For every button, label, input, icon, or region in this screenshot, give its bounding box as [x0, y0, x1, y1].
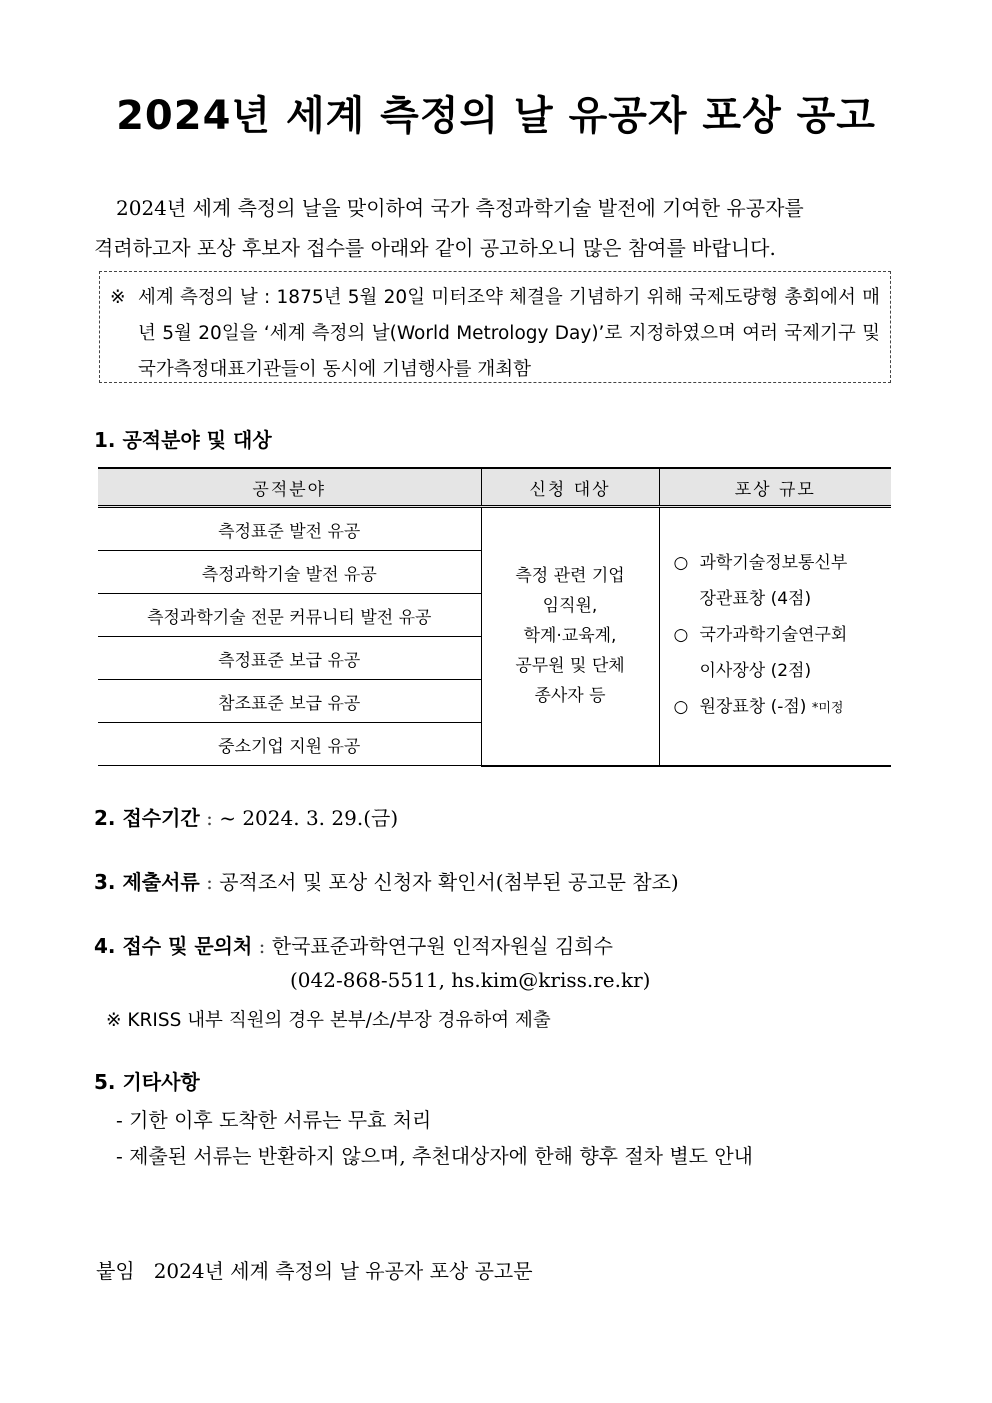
header-target: 신청 대상	[481, 468, 659, 507]
table-row: 측정표준 보급 유공	[98, 637, 481, 680]
header-field: 공적분야	[98, 468, 481, 507]
section-5-title: 5. 기타사항	[94, 1070, 200, 1094]
contact-info: (042-868-5511, hs.kim@kriss.re.kr)	[290, 968, 651, 992]
intro-line-2: 격려하고자 포상 후보자 접수를 아래와 같이 공고하오니 많은 참여를 바랍니다.	[94, 236, 776, 260]
section-4: 4. 접수 및 문의처 : 한국표준과학연구원 인적자원실 김희수	[94, 934, 613, 958]
header-scale: 포상 규모	[659, 468, 891, 507]
section-3: 3. 제출서류 : 공적조서 및 포상 신청자 확인서(첨부된 공고문 참조)	[94, 870, 679, 894]
scale-cell: ○ 과학기술정보통신부 장관표창 (4점) ○ 국가과학기술연구회 이사장상 (2점) ○ 원장표창 (-점) *미정	[659, 507, 891, 766]
intro-line-1: 2024년 세계 측정의 날을 맞이하여 국가 측정과학기술 발전에 기여한 유공자를	[116, 196, 804, 220]
award-table	[98, 467, 891, 767]
page-title: 2024년 세계 측정의 날 유공자 포상 공고	[116, 93, 876, 139]
attachment: 붙임 2024년 세계 측정의 날 유공자 포상 공고문	[96, 1259, 533, 1283]
table-row: 참조표준 보급 유공	[98, 680, 481, 723]
list-item: - 기한 이후 도착한 서류는 무효 처리	[116, 1108, 432, 1132]
section-2: 2. 접수기간 : ~ 2024. 3. 29.(금)	[94, 806, 399, 830]
table-row: 중소기업 지원 유공	[98, 723, 481, 766]
note-box	[99, 271, 891, 383]
intro-paragraph	[94, 188, 894, 268]
table-row: 측정과학기술 발전 유공	[98, 551, 481, 594]
target-cell: 측정 관련 기업 임직원, 학계·교육계, 공무원 및 단체 종사자 등	[481, 507, 659, 766]
kriss-note: ※ KRISS 내부 직원의 경우 본부/소/부장 경유하여 제출	[106, 1010, 551, 1031]
note-text: 세계 측정의 날 : 1875년 5월 20일 미터조약 체결을 기념하기 위해 국제도량형 총회에서 매년 5월 20일을 ‘세계 측정의 날(World Metrology Day)’로 지정하였으며 여러 국제기구 및 국가측정대표기관들이 동시에 기념행사를 개최함	[138, 287, 880, 380]
list-item: - 제출된 서류는 반환하지 않으며, 추천대상자에 한해 향후 절차 별도 안내	[116, 1144, 753, 1168]
section-1-title: 1. 공적분야 및 대상	[94, 428, 272, 452]
table-row: 측정표준 발전 유공	[98, 507, 481, 551]
table-row: 측정과학기술 전문 커뮤니티 발전 유공	[98, 594, 481, 637]
reference-mark: ※	[110, 287, 126, 308]
